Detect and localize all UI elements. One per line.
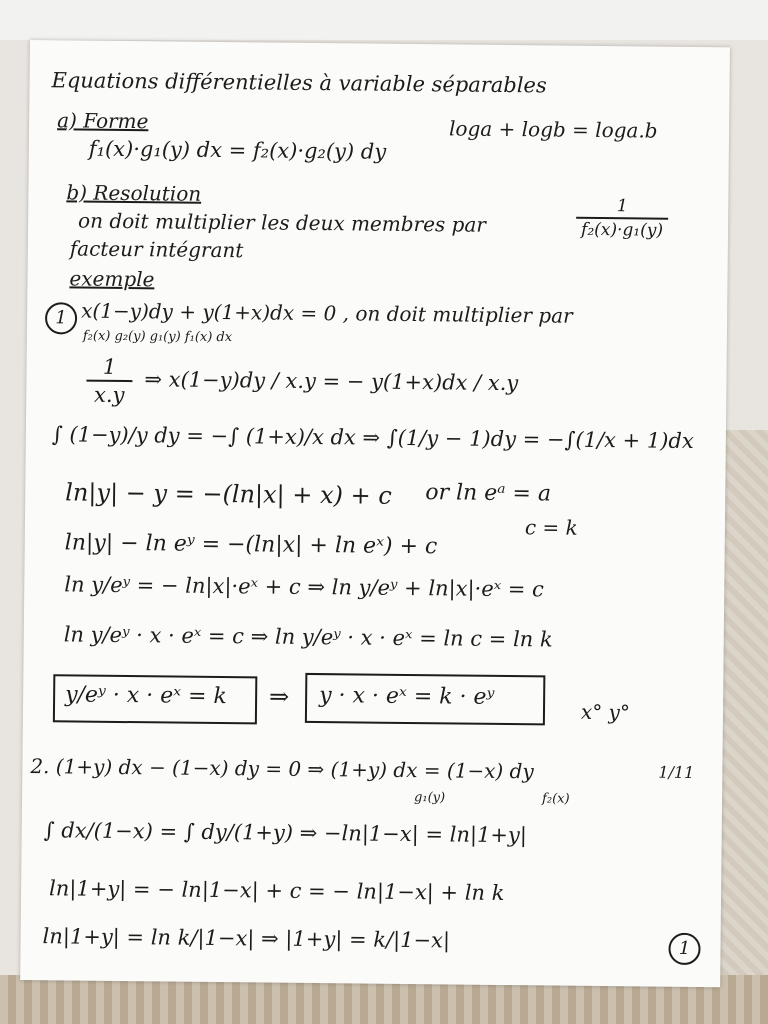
example-2-sub-f: f₂(x) bbox=[542, 791, 570, 807]
example-2-sub-g: g₁(y) bbox=[414, 790, 446, 806]
example-2-step2: ln|1+y| = − ln|1−x| + c = − ln|1−x| + ln k bbox=[48, 876, 505, 906]
boxed-result-1-text: y/eʸ · x · eˣ = k bbox=[65, 682, 227, 710]
multiplier-fraction bbox=[86, 355, 133, 407]
implies-arrow: ⇒ bbox=[268, 682, 290, 711]
integrating-factor bbox=[576, 196, 668, 240]
example-label: exemple bbox=[69, 266, 155, 292]
example-2-side-fraction: 1/11 bbox=[658, 762, 695, 782]
note-ln: or ln eᵃ = a bbox=[425, 480, 552, 507]
example-1-step1: ⇒ x(1−y)dy / x.y = − y(1+x)dx / x.y bbox=[144, 367, 519, 396]
integrating-factor-num: 1 bbox=[616, 196, 628, 217]
notebook-page bbox=[20, 40, 730, 987]
boxed-result-2-text: y · x · eˣ = k · eʸ bbox=[319, 683, 495, 710]
section-b-line2: facteur intégrant bbox=[69, 236, 244, 263]
integrating-factor-den: f₂(x)·g₁(y) bbox=[580, 219, 664, 241]
example-2-equation: 2. (1+y) dx − (1−x) dy = 0 ⇒ (1+y) dx = (1−x) dy bbox=[30, 754, 534, 784]
section-a-formula: f₁(x)·g₁(y) dx = f₂(x)·g₂(y) dy bbox=[88, 136, 387, 164]
page-title: Equations différentielles à variable séparables bbox=[51, 68, 547, 98]
section-b-label: b) Resolution bbox=[66, 180, 202, 206]
note-c: c = k bbox=[524, 515, 578, 540]
example-1-step4: ln|y| − ln eʸ = −(ln|x| + ln eˣ) + c bbox=[64, 530, 438, 560]
multiplier-num: 1 bbox=[102, 354, 117, 379]
log-rule: loga + logb = loga.b bbox=[448, 116, 658, 143]
section-b-line1: on doit multiplier les deux membres par bbox=[77, 208, 487, 237]
example-1-equation: x(1−y)dy + y(1+x)dx = 0 , on doit multiplier par bbox=[81, 298, 573, 328]
background-top bbox=[0, 0, 768, 40]
example-1-sublabels: f₂(x) g₂(y) g₁(y) f₁(x) dx bbox=[82, 328, 233, 346]
example-1-step6: ln y/eʸ · x · eˣ = c ⇒ ln y/eʸ · x · eˣ = ln c = ln k bbox=[63, 622, 553, 652]
page-number: 1 bbox=[668, 933, 700, 965]
example-2-step1: ∫ dx/(1−x) = ∫ dy/(1+y) ⇒ −ln|1−x| = ln|1+y| bbox=[43, 818, 528, 848]
example-1-number: 1 bbox=[45, 302, 77, 334]
example-1-step3: ln|y| − y = −(ln|x| + x) + c bbox=[65, 478, 392, 510]
section-a-label: a) Forme bbox=[57, 108, 149, 134]
multiplier-den: x.y bbox=[93, 382, 125, 407]
example-1-step2: ∫ (1−y)/y dy = −∫ (1+x)/x dx ⇒ ∫(1/y − 1)dy = −∫(1/x + 1)dx bbox=[51, 422, 694, 453]
example-2-step3: ln|1+y| = ln k/|1−x| ⇒ |1+y| = k/|1−x| bbox=[42, 924, 451, 953]
example-1-step5: ln y/eʸ = − ln|x|·eˣ + c ⇒ ln y/eʸ + ln|x|·eˣ = c bbox=[64, 572, 545, 602]
margin-note: x° y° bbox=[580, 699, 631, 725]
